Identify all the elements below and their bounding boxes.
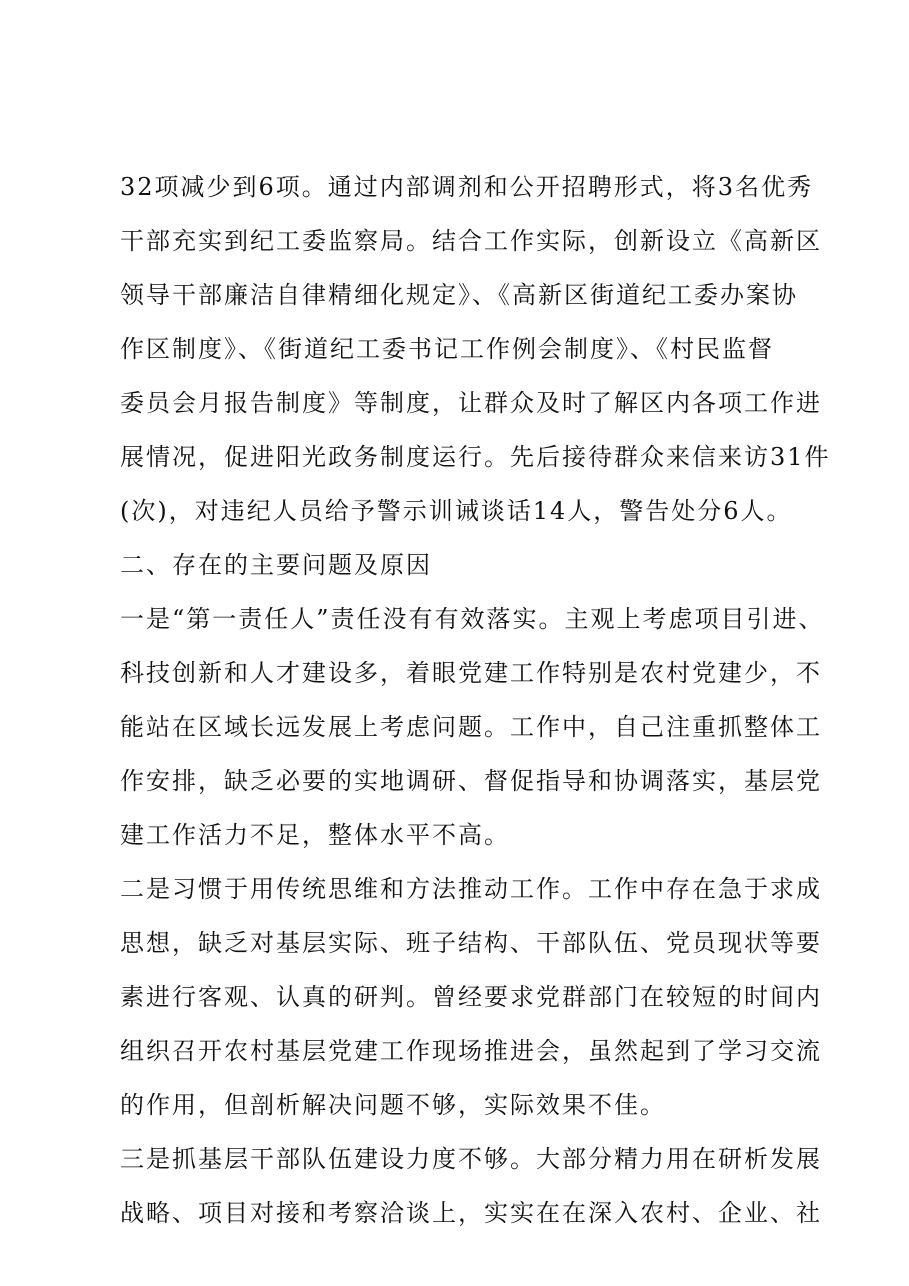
text-line: 组织召开农村基层党建工作现场推进会，虽然起到了学习交流 [120, 1037, 822, 1065]
section-heading: 二、存在的主要问题及原因 [120, 551, 432, 579]
text-line: 一是“第一责任人”责任没有有效落实。主观上考虑项目引进、 [120, 605, 825, 633]
text-line: 干部充实到纪工委监察局。结合工作实际，创新设立《高新区 [120, 227, 822, 255]
text-line: 领导干部廉洁自律精细化规定》、《高新区街道纪工委办案协 [120, 281, 798, 309]
text-line: 素进行客观、认真的研判。曾经要求党群部门在较短的时间内 [120, 983, 822, 1011]
text-line: 能站在区域长远发展上考虑问题。工作中，自己注重抓整体工 [120, 713, 822, 741]
text-line: 建工作活力不足，整体水平不高。 [120, 821, 510, 849]
text-line: (次)，对违纪人员给予警示训诫谈话14人，警告处分6人。 [120, 497, 793, 525]
text-line: 二是习惯于用传统思维和方法推动工作。工作中存在急于求成 [120, 875, 822, 903]
text-line: 展情况，促进阳光政务制度运行。先后接待群众来信来访31件 [120, 443, 831, 471]
text-line: 战略、项目对接和考察洽谈上，实实在在深入农村、企业、社 [120, 1199, 822, 1227]
text-line: 的作用，但剖析解决问题不够，实际效果不佳。 [120, 1091, 666, 1119]
text-line: 作安排，缺乏必要的实地调研、督促指导和协调落实，基层党 [120, 767, 822, 795]
text-line: 委员会月报告制度》等制度，让群众及时了解区内各项工作进 [120, 389, 822, 417]
text-line: 思想，缺乏对基层实际、班子结构、干部队伍、党员现状等要 [120, 929, 822, 957]
text-line: 作区制度》、《街道纪工委书记工作例会制度》、《村民监督 [120, 335, 774, 363]
text-line: 科技创新和人才建设多，着眼党建工作特别是农村党建少，不 [120, 659, 822, 687]
document-body [120, 160, 831, 1240]
text-line: 三是抓基层干部队伍建设力度不够。大部分精力用在研析发展 [120, 1145, 822, 1173]
text-line: 32项减少到6项。通过内部调剂和公开招聘形式，将3名优秀 [120, 173, 814, 201]
